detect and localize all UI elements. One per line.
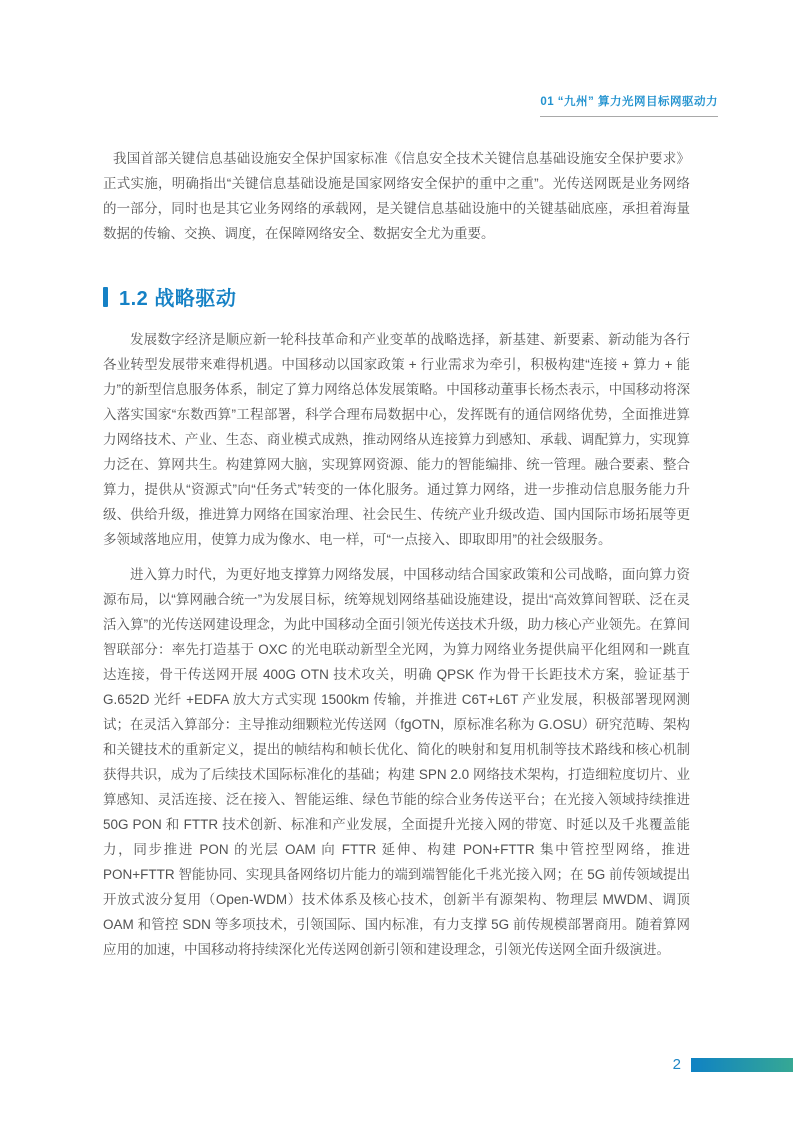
body-paragraph-2: 进入算力时代，为更好地支撑算力网络发展，中国移动结合国家政策和公司战略，面向算力资源布局，以“算网融合统一”为发展目标，统筹规划网络基础设施建设，提出“高效算间智联、泛在灵活入算”的光传送网建设理念，为此中国移动全面引领光传送技术升级，助力核心产业领先。在算间智联部分：率先打造基于 OXC 的光电联动新型全光网，为算力网络业务提供扁平化组网和一跳直达连接，骨干传送网开展 400G OTN 技术攻关，明确 QPSK 作为骨干长距技术方案，验证基于 G.652D 光纤 +EDFA 放大方式实现 1500km 传输，并推进 C6T+L6T 产业发展，积极部署现网测试；在灵活入算部分：主导推动细颗粒光传送网（fgOTN，原标准名称为 G.OSU）研究范畴、架构和关键技术的重新定义，提出的帧结构和帧长优化、简化的映射和复用机制等技术路线和核心机制获得共识，成为了后续技术国际标准化的基础；构建 SPN 2.0 网络技术架构，打造细粒度切片、业算感知、灵活连接、泛在接入、智能运维、绿色节能的综合业务传送平台；在光接入领域持续推进 50G PON 和 FTTR 技术创新、标准和产业发展，全面提升光接入网的带宽、时延以及千兆覆盖能力，同步推进 PON 的光层 OAM 向 FTTR 延伸、构建 PON+FTTR 集中管控型网络，推进 PON+FTTR 智能协同、实现具备网络切片能力的端到端智能化千兆光接入网；在 5G 前传领域提出开放式波分复用（Open-WDM）技术体系及核心技术，创新半有源架构、物理层 MWDM、调顶 OAM 和管控 SDN 等多项技术，引领国际、国内标准，有力支撑 5G 前传规模部署商用。随着算网应用的加速，中国移动将持续深化光传送网创新引领和建设理念，引领光传送网全面升级演进。 bbox=[103, 567, 690, 957]
page-footer bbox=[673, 1056, 793, 1073]
footer-gradient-bar bbox=[691, 1058, 793, 1072]
section-title: 1.2 战略驱动 bbox=[119, 288, 237, 310]
page-header bbox=[540, 92, 718, 117]
running-header-title: 01 “九州” 算力光网目标网驱动力 bbox=[540, 93, 718, 117]
page-number: 2 bbox=[672, 1056, 681, 1073]
body-paragraph-1: 发展数字经济是顺应新一轮科技革命和产业变革的战略选择，新基建、新要素、新动能为各行各业转型发展带来难得机遇。中国移动以国家政策 + 行业需求为牵引，积极构建“连接 + 算力 + 能力”的新型信息服务体系，制定了算力网络总体发展策略。中国移动董事长杨杰表示，中国移动将深入落实国家“东数西算”工程部署，科学合理布局数据中心，发挥既有的通信网络优势，全面推进算力网络技术、产业、生态、商业模式成熟，推动网络从连接算力到感知、承载、调配算力，实现算力泛在、算网共生。构建算网大脑，实现算网资源、能力的智能编排、统一管理。融合要素、整合算力，提供从“资源式”向“任务式”转变的一体化服务。通过算力网络，进一步推动信息服务能力升级、供给升级，推进算力网络在国家治理、社会民生、传统产业升级改造、国内国际市场拓展等更多领域落地应用，使算力成为像水、电一样，可“一点接入、即取即用”的社会级服务。 bbox=[103, 332, 690, 547]
heading-accent-bar bbox=[103, 287, 108, 307]
intro-paragraph: 我国首部关键信息基础设施安全保护国家标准《信息安全技术关键信息基础设施安全保护要求》正式实施，明确指出“关键信息基础设施是国家网络安全保护的重中之重”。光传送网既是业务网络的一部分，同时也是其它业务网络的承载网，是关键信息基础设施中的关键基础底座，承担着海量数据的传输、交换、调度，在保障网络安全、数据安全尤为重要。 bbox=[103, 151, 690, 241]
page-content bbox=[103, 146, 690, 962]
section-heading bbox=[103, 282, 690, 311]
